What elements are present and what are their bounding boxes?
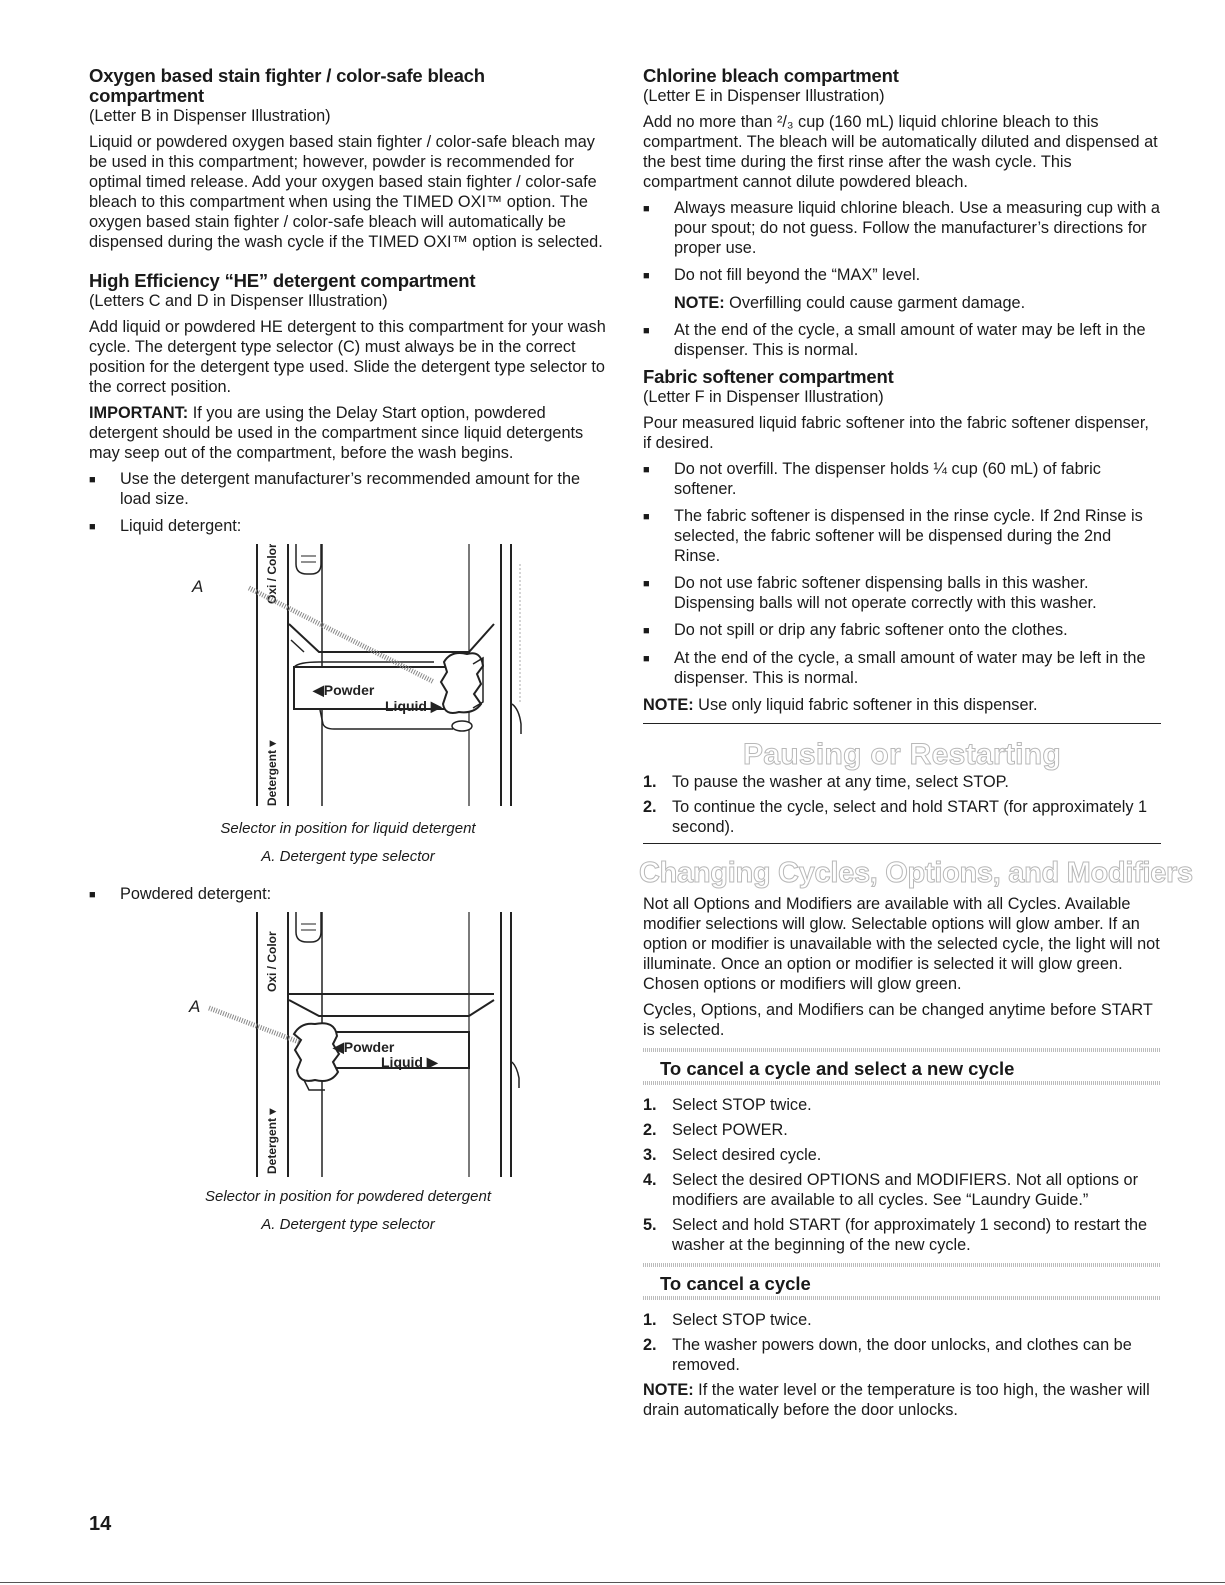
bullet-mark: ■ [89,889,96,901]
bullet-mark: ■ [643,464,650,476]
changing-body: Not all Options and Modifiers are available with all Cycles. Available modifier selections will glow. Selectable options will glow amber. If an option or modifier is unavailable with the selected cycle, the light will not illuminate. Once an option or modifier is selected it will glow green. Chosen options or modifiers will glow green. [643,895,1160,993]
bullet-mark: ■ [89,521,96,533]
bullet-text: Do not overfill. The dispenser holds ¼ cup (60 mL) of fabric softener. [674,460,1101,498]
list-item [643,1170,1161,1210]
bullet-text: Do not use fabric softener dispensing balls in this washer. Dispensing balls will not operate correctly with this washer. [674,574,1097,612]
subsection-divider [643,1048,1161,1052]
powder-label: ◀Powder [333,1039,395,1055]
fabric-body: Pour measured liquid fabric softener into the fabric softener dispenser, if desired. [643,414,1149,452]
note-text: If the water level or the temperature is too high, the washer will drain automatically before the door unlocks. [643,1381,1150,1419]
step-text: Select POWER. [672,1121,788,1139]
section-divider [643,723,1161,724]
fabric-subtitle: (Letter F in Dispenser Illustration) [643,388,884,406]
label-a: A [192,577,204,596]
bullet-text: Use the detergent manufacturer’s recommended amount for the load size. [120,470,581,508]
step-text: To pause the washer at any time, select STOP. [672,773,1009,791]
bullet-mark: ■ [643,578,650,590]
note-label: NOTE: [674,294,725,312]
he-subtitle: (Letters C and D in Dispenser Illustration) [89,292,388,310]
step-text: Select STOP twice. [672,1311,812,1329]
cancel-note [643,1380,1161,1420]
dispenser-illustration-powder [89,912,607,1182]
bullet-text: Powdered detergent: [120,885,272,903]
bullet-mark: ■ [643,325,650,337]
list-item [643,772,1161,792]
changing-body-2: Cycles, Options, and Modifiers can be changed anytime before START is selected. [643,1001,1153,1039]
cancel-new-heading: To cancel a cycle and select a new cycle [660,1058,1015,1079]
oxygen-subtitle: (Letter B in Dispenser Illustration) [89,107,331,125]
liquid-caption-a: A. Detergent type selector [261,848,435,865]
powder-selector-figure [89,912,607,1233]
he-important [89,403,607,463]
step-number: 1. [643,773,657,791]
label-a: A [189,997,201,1016]
powder-caption-a: A. Detergent type selector [261,1216,435,1233]
liquid-label: Liquid ▶ [381,1054,438,1070]
list-item [643,265,1161,286]
bullet-mark: ■ [643,511,650,523]
note-text: Use only liquid fabric softener in this dispenser. [693,696,1038,714]
powder-caption: Selector in position for powdered detergent [204,1188,491,1205]
liquid-label: Liquid ▶ [385,698,442,714]
subsection-divider [643,1296,1161,1300]
step-number: 1. [643,1311,657,1329]
page-bottom-rule [0,1582,1225,1583]
list-item [643,320,1161,360]
list-item [643,797,1161,837]
detergent-label: Detergent ▾ [265,1108,279,1174]
list-item [643,1145,1161,1165]
subsection-divider [643,1263,1161,1267]
changing-heading: Changing Cycles, Options, and Modifiers [639,857,1193,889]
oxi-color-label: Oxi / Color [265,931,279,992]
oxi-color-label: Oxi / Color [265,544,279,604]
step-text: Select the desired OPTIONS and MODIFIERS. Not all options or modifiers are available to all cycles. See “Laundry Guide.” [672,1171,1139,1209]
bullet-text: Do not fill beyond the “MAX” level. [674,266,921,284]
step-number: 2. [643,1121,657,1139]
step-number: 1. [643,1096,657,1114]
bullet-mark: ■ [89,474,96,486]
list-item [643,1095,1161,1115]
list-item [643,198,1161,258]
oxygen-heading: Oxygen based stain fighter / color-safe bleach compartment [89,65,485,106]
step-number: 4. [643,1171,657,1189]
step-text: Select desired cycle. [672,1146,822,1164]
bullet-text: The fabric softener is dispensed in the rinse cycle. If 2nd Rinse is selected, the fabric softener will be dispensed during the 2nd Rinse. [674,507,1143,565]
list-item [643,506,1161,566]
list-item [89,469,607,509]
oxygen-body: Liquid or powdered oxygen based stain fighter / color-safe bleach may be used in this compartment; however, powder is recommended for optimal timed release. Add your oxygen based stain fighter / color-safe bleach to this compartment when using the TIMED OXI™ option. The oxygen based stain fighter / color-safe bleach will automatically be dispensed during the wash cycle if the TIMED OXI™ option is selected. [89,133,603,251]
note-text: Overfilling could cause garment damage. [724,294,1026,312]
list-item [643,648,1161,688]
right-column [639,65,1193,1426]
step-text: To continue the cycle, select and hold START (for approximately 1 second). [672,798,1148,836]
chlorine-subtitle: (Letter E in Dispenser Illustration) [643,87,885,105]
left-column [89,65,607,1233]
section-divider [643,843,1161,844]
cancel-heading: To cancel a cycle [660,1273,811,1294]
fabric-note [643,695,1161,715]
bullet-text: Liquid detergent: [120,517,242,535]
important-label: IMPORTANT: [89,404,189,422]
chlorine-note [643,293,1161,313]
detergent-label: Detergent ▾ [265,740,279,806]
pausing-heading: Pausing or Restarting [742,738,1062,771]
bullet-mark: ■ [643,203,650,215]
chlorine-body: Add no more than ²/₃ cup (160 mL) liquid chlorine bleach to this compartment. The bleach will be automatically diluted and dispensed at the best time during the first rinse after the wash cycle. This compartment cannot dilute powdered bleach. [643,113,1158,191]
subsection-divider [643,1081,1161,1085]
list-item [643,573,1161,613]
bullet-mark: ■ [643,653,650,665]
step-text: Select STOP twice. [672,1096,812,1114]
list-item [643,1310,1161,1330]
liquid-caption: Selector in position for liquid detergent [220,820,476,837]
step-text: The washer powers down, the door unlocks, and clothes can be removed. [672,1336,1132,1374]
step-number: 3. [643,1146,657,1164]
bullet-text: Do not spill or drip any fabric softener onto the clothes. [674,621,1068,639]
step-number: 2. [643,798,657,816]
list-item [89,884,607,905]
list-item [89,516,607,537]
bullet-mark: ■ [643,270,650,282]
bullet-mark: ■ [643,625,650,637]
list-item [643,620,1161,641]
step-number: 2. [643,1336,657,1354]
important-text: If you are using the Delay Start option, powdered detergent should be used in the compartment since liquid detergents may seep out of the compartment, before the wash begins. [89,404,584,462]
he-heading: High Efficiency “HE” detergent compartment [89,270,476,291]
step-text: Select and hold START (for approximately 1 second) to restart the washer at the beginning of the new cycle. [672,1216,1148,1254]
powder-label: ◀Powder [313,682,375,698]
bullet-text: At the end of the cycle, a small amount of water may be left in the dispenser. This is normal. [674,649,1146,687]
chlorine-heading: Chlorine bleach compartment [643,65,899,86]
page-number: 14 [89,1513,112,1535]
step-number: 5. [643,1216,657,1234]
list-item [643,459,1161,499]
bullet-text: At the end of the cycle, a small amount of water may be left in the dispenser. This is normal. [674,321,1146,359]
dispenser-illustration-liquid [89,544,607,814]
bullet-text: Always measure liquid chlorine bleach. Use a measuring cup with a pour spout; do not guess. Follow the manufacturer’s directions for proper use. [674,199,1160,257]
list-item [643,1215,1161,1255]
liquid-selector-figure [89,544,607,865]
list-item [643,1120,1161,1140]
list-item [643,1335,1161,1375]
note-label: NOTE: [643,1381,694,1399]
he-body: Add liquid or powdered HE detergent to this compartment for your wash cycle. The detergent type selector (C) must always be in the correct position for the detergent type used. Slide the detergent type selector to the correct position. [89,318,606,396]
note-label: NOTE: [643,696,694,714]
fabric-heading: Fabric softener compartment [643,366,894,387]
